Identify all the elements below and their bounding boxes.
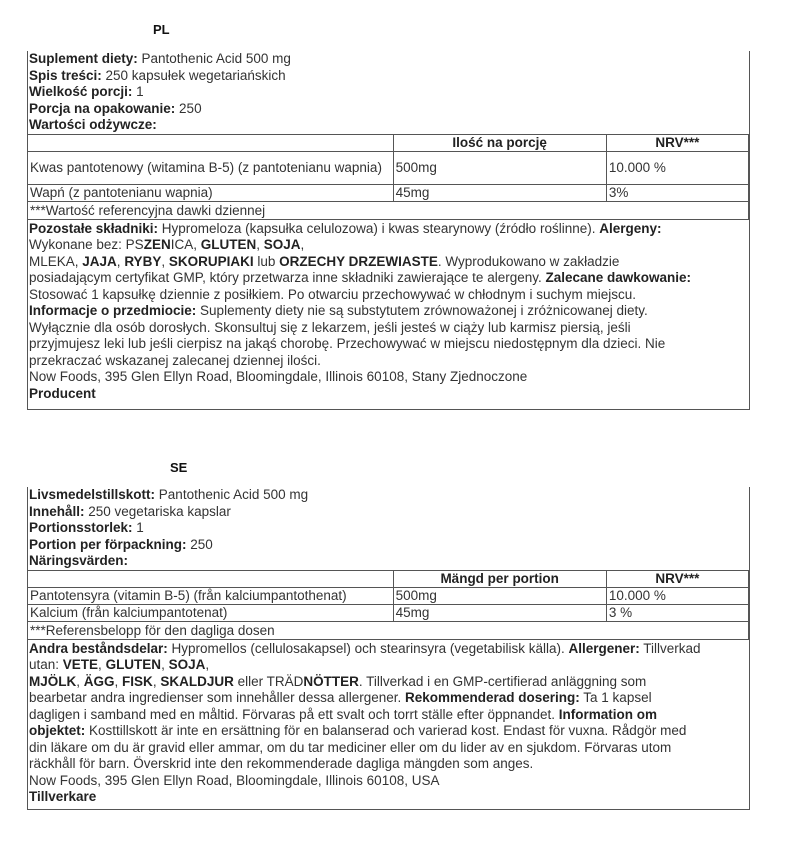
separator: , <box>205 657 210 672</box>
label-block-pl <box>27 51 750 410</box>
item-info-text: Suplementy diety nie są substytutem zrównoważonej i zróżnicowanej diety. <box>196 303 648 318</box>
item-info-text: Wyłącznie dla osób dorosłych. Skonsultuj się z lekarzem, jeśli jesteś w ciąży lub karmisz piersią, jeśli <box>29 319 631 335</box>
table-header-blank <box>28 570 394 587</box>
allergen-bold: RYBY <box>124 253 162 269</box>
contents-value: 250 kapsułek wegetariańskich <box>101 67 286 83</box>
ingredients-label: Andra beståndsdelar: <box>29 640 168 656</box>
servings-per-container-line <box>29 537 749 554</box>
ingredients-text: Hypromeloza (kapsułka celulozowa) i kwas stearynowy (źródło roślinne). <box>158 220 600 236</box>
description-paragraph <box>27 640 749 806</box>
allergens-text: ICA, <box>170 237 201 252</box>
item-info-text: räckhåll för barn. Överskrid inte den rekommenderade dagliga mängden som anges. <box>29 756 534 771</box>
table-header-blank <box>28 134 394 151</box>
nutrient-name: Kwas pantotenowy (witamina B-5) (z pantotenianu wapnia) <box>28 151 394 184</box>
product-value: Pantothenic Acid 500 mg <box>155 487 309 502</box>
allergens-text: utan: <box>29 657 63 672</box>
product-line <box>29 51 749 68</box>
allergen-bold: MJÖLK <box>29 673 77 689</box>
allergens-text: . Wyprodukowano w zakładzie <box>437 253 620 269</box>
table-header-amount: Mängd per portion <box>393 570 606 587</box>
allergen-bold: JAJA <box>82 253 117 269</box>
nutrient-amount: 45mg <box>393 604 606 621</box>
nutrition-heading-text: Näringsvärden: <box>29 553 129 568</box>
table-footnote: ***Wartość referencyjna dawki dziennej <box>28 201 749 219</box>
serving-size-line <box>29 520 749 537</box>
nutrition-table <box>27 570 749 640</box>
allergen-bold: VETE <box>62 657 99 672</box>
dosage-text: Ta 1 kapsel <box>579 690 652 705</box>
product-label: Suplement diety: <box>29 51 138 66</box>
allergen-bold: GLUTEN <box>105 657 162 672</box>
contents-line <box>29 68 749 85</box>
section-code-pl: PL <box>153 22 170 37</box>
nutrient-name: Wapń (z pantotenianu wapnia) <box>28 184 394 201</box>
nutrition-heading-text: Wartości odżywcze: <box>29 117 157 132</box>
dosage-label: Rekommenderad dosering: <box>404 690 580 705</box>
product-line <box>29 487 749 504</box>
servings-value: 250 <box>186 536 213 552</box>
contents-label: Spis treści: <box>29 67 102 83</box>
nutrient-name: Pantotensyra (vitamin B-5) (från kalciumpantothenat) <box>28 587 394 604</box>
allergen-bold: ORZECHY DRZEWIASTE <box>279 253 438 269</box>
nutrition-table <box>27 134 749 220</box>
allergens-label: Allergener: <box>568 640 640 656</box>
allergen-bold: SOJA <box>263 237 301 252</box>
table-row <box>28 604 749 621</box>
table-header-nrv: NRV*** <box>606 570 748 587</box>
contents-label: Innehåll: <box>29 503 85 519</box>
allergens-text: Wykonane bez: PS <box>29 237 144 252</box>
table-row <box>28 184 749 201</box>
separator: , <box>300 237 305 252</box>
table-header-amount: Ilość na porcję <box>393 134 606 151</box>
separator: , <box>152 673 161 689</box>
manufacturer-label: Producent <box>29 385 96 401</box>
servings-value: 250 <box>175 100 202 116</box>
separator: , <box>161 253 169 269</box>
manufacturer-label: Tillverkare <box>29 789 97 804</box>
table-row <box>28 151 749 184</box>
manufacturer-address: Now Foods, 395 Glen Ellyn Road, Bloomingdale, Illinois 60108, USA <box>29 772 440 788</box>
serving-size-label: Portionsstorlek: <box>29 520 133 535</box>
separator: , <box>114 673 123 689</box>
contents-line <box>29 504 749 521</box>
allergen-bold: FISK <box>122 673 153 689</box>
nutrient-nrv: 10.000 % <box>606 587 748 604</box>
product-value: Pantothenic Acid 500 mg <box>137 51 291 66</box>
allergen-bold: ÄGG <box>83 673 115 689</box>
gmp-text: posiadającym certyfikat GMP, który przetwarza inne składniki zawierające te alergeny. <box>29 270 546 285</box>
table-footnote: ***Referensbelopp för den dagliga dosen <box>28 621 749 639</box>
servings-label: Porcja na opakowanie: <box>29 100 176 116</box>
serving-size-value: 1 <box>132 84 144 99</box>
nutrient-amount: 45mg <box>393 184 606 201</box>
allergens-text: lub <box>253 253 280 269</box>
allergen-bold: SOJA <box>168 657 206 672</box>
item-info-text: Kosttillskott är inte en ersättning för en balanserad och varierad kost. Endast för vuxna. Rådgör med <box>85 723 687 738</box>
item-info-label: objektet: <box>29 723 86 738</box>
item-info-text: din läkare om du är gravid eller ammar, om du tar mediciner eller om du lider av en sjukdom. Förvaras utom <box>29 739 672 755</box>
nutrition-heading <box>29 117 749 134</box>
serving-size-label: Wielkość porcji: <box>29 84 133 99</box>
allergens-label: Alergeny: <box>599 220 662 236</box>
table-header-nrv: NRV*** <box>606 134 748 151</box>
dosage-label: Zalecane dawkowanie: <box>545 270 692 285</box>
item-info-label: Information om <box>558 706 658 722</box>
nutrient-nrv: 3 % <box>606 604 748 621</box>
ingredients-label: Pozostałe składniki: <box>29 220 159 236</box>
nutrient-amount: 500mg <box>393 151 606 184</box>
serving-size-value: 1 <box>132 520 144 535</box>
dosage-text: Stosować 1 kapsułkę dziennie z posiłkiem. Po otwarciu przechowywać w chłodnym i suchym miejscu. <box>29 286 636 302</box>
allergen-bold: SKALDJUR <box>160 673 234 689</box>
nutrient-name: Kalcium (från kalciumpantotenat) <box>28 604 394 621</box>
allergen-bold: GLUTEN <box>200 237 257 252</box>
nutrient-amount: 500mg <box>393 587 606 604</box>
description-paragraph <box>27 220 749 403</box>
allergens-text: MLEKA, <box>29 253 83 269</box>
allergens-text: Tillverkad <box>639 640 701 656</box>
product-label: Livsmedelstillskott: <box>29 487 156 502</box>
ingredients-text: Hypromellos (cellulosakapsel) och stearinsyra (vegetabilisk källa). <box>167 640 569 656</box>
nutrition-heading <box>29 553 749 570</box>
allergen-bold: SKORUPIAKI <box>168 253 254 269</box>
separator: , <box>76 673 84 689</box>
contents-value: 250 vegetariska kapslar <box>84 503 231 519</box>
nutrient-nrv: 3% <box>606 184 748 201</box>
allergens-text: . Tillverkad i en GMP-certifierad anläggning som <box>358 673 647 689</box>
item-info-text: przyjmujesz leki lub jeśli cierpisz na jakąś chorobę. Przechowywać w miejscu niedostępnym dla dzieci. Nie <box>29 336 666 351</box>
manufacturer-address: Now Foods, 395 Glen Ellyn Road, Bloomingdale, Illinois 60108, Stany Zjednoczone <box>29 369 528 384</box>
table-row <box>28 587 749 604</box>
separator: , <box>98 657 106 672</box>
serving-size-line <box>29 84 749 101</box>
allergens-text: eller TRÄD <box>233 673 304 689</box>
dosage-text: dagligen i samband med en måltid. Förvaras på ett svalt och torrt ställe efter öppnandet. <box>29 706 559 722</box>
allergen-bold: NÖTTER <box>303 673 359 689</box>
separator: , <box>161 657 169 672</box>
label-block-se <box>27 487 750 810</box>
servings-label: Portion per förpackning: <box>29 536 187 552</box>
gmp-text: bearbetar andra ingredienser som innehåller dessa allergener. <box>29 690 405 705</box>
section-code-se: SE <box>170 460 188 475</box>
nutrient-nrv: 10.000 % <box>606 151 748 184</box>
separator: , <box>256 237 264 252</box>
allergen-bold: ZEN <box>143 237 171 252</box>
item-info-label: Informacje o przedmiocie: <box>29 303 197 318</box>
separator: , <box>116 253 125 269</box>
servings-per-container-line <box>29 101 749 118</box>
item-info-text: przekraczać wskazanej zalecanej dziennej ilości. <box>29 352 321 368</box>
